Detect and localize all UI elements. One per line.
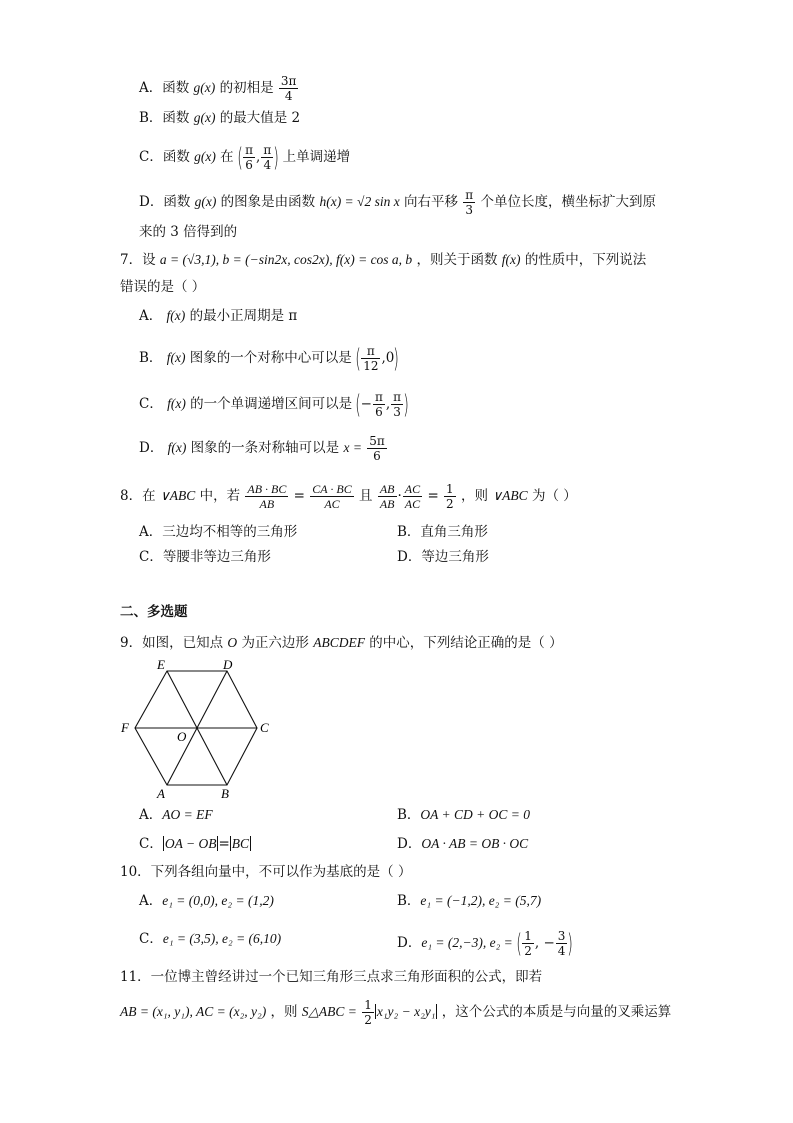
q7-option-d (139, 434, 388, 463)
q10-stem: 10．下列各组向量中，不可以作为基底的是（ ） (120, 864, 412, 880)
q8-option-c: C．等腰非等边三角形 (139, 549, 271, 565)
q8-option-a: A．三边均不相等的三角形 (139, 524, 298, 540)
q7-option-a (139, 306, 297, 326)
math-expr: OA · AB = OB · OC (421, 836, 529, 851)
math-x: x = (343, 440, 362, 455)
q8-option-d: D．等边三角形 (397, 549, 489, 565)
q9-option-a (139, 805, 213, 825)
fraction: $\frac{1}{2}$ (524, 929, 532, 958)
math-f: f(x) (501, 252, 521, 267)
option-label: B． (139, 350, 163, 366)
q8-option-b: B．直角三角形 (397, 524, 488, 540)
option-label: B． (397, 893, 421, 909)
option-label: A． (139, 807, 163, 823)
option-label: C． (139, 396, 163, 412)
fraction: $\frac{CA \cdot BC}{AC}$ (312, 482, 352, 511)
option-text: 图象的一条对称轴可以是 (190, 440, 340, 456)
option-label: D． (139, 440, 164, 456)
fraction: $\frac{AC}{AC}$ (404, 482, 421, 511)
q7-option-b: B． f(x) 图象的一个对称中心可以是 ( $\frac{\pi}{12}$ ,0) (139, 343, 400, 374)
math-expr: e₁ = (−1,2), e₂ = (5,7) (420, 893, 542, 908)
section-title: 二、多选题 (120, 604, 188, 620)
q9-option-b (397, 805, 530, 825)
q6-option-d (139, 188, 656, 217)
math-expr: e₁ = (3,5), e₂ = (6,10) (162, 931, 282, 946)
option-label: D． (397, 935, 422, 951)
option-text: 的图象是由函数 (220, 194, 316, 210)
math-expr: BC (231, 836, 250, 851)
fraction: $\frac{1}{2}$ (364, 998, 372, 1027)
hexagon-diagram (115, 655, 275, 800)
math-triangle: ∨ABC (492, 488, 528, 503)
vertex-label-e: E (157, 657, 165, 672)
option-text: 图象的一个对称中心可以是 (189, 350, 352, 366)
option-text: 在 (220, 149, 234, 165)
option-label: C． (139, 836, 163, 852)
math-f: f(x) (167, 440, 187, 455)
q10-option-a (139, 891, 274, 911)
option-text: 向右平移 (404, 194, 458, 210)
math-vectors: a = (√3,1), b = (−sin2x, cos2x), f(x) = cos a, b (159, 252, 413, 267)
fraction: $\frac{AB}{AB}$ (379, 482, 395, 511)
fraction: $\frac{\pi}{4}$ (263, 143, 272, 172)
fraction: $\frac{\pi}{3}$ (393, 390, 402, 419)
fraction: $\frac{\pi}{6}$ (245, 143, 254, 172)
fraction: $\frac{\pi}{3}$ (465, 188, 474, 217)
q10-option-b (397, 891, 541, 911)
fraction: $\frac{\pi}{12}$ (363, 344, 379, 373)
option-text: 的初相是 (219, 80, 274, 96)
option-label: A．函数 (139, 80, 190, 96)
q9-option-d (397, 834, 528, 854)
fraction: $\frac{3}{4}$ (557, 929, 566, 958)
q11-stem: 11．一位博主曾经讲过一个已知三角形三点求三角形面积的公式，即若 (120, 969, 543, 985)
math-expr: AO = EF (162, 807, 213, 822)
q6-option-a (139, 74, 299, 103)
q7-option-c: C． f(x) 的一个单调递增区间可以是 (− $\frac{\pi}{6}$ , $\frac{\pi}{3}$ ) (139, 389, 409, 420)
fraction: $\frac{5\pi}{6}$ (369, 434, 385, 463)
vertex-label-c: C (260, 720, 269, 735)
q10-option-c (139, 929, 281, 949)
math-g: g(x) (193, 110, 216, 125)
math-g: g(x) (193, 80, 216, 95)
math-f: f(x) (167, 396, 186, 411)
fraction: $\frac{AB \cdot BC}{AB}$ (247, 482, 287, 511)
q11-line2: AB = (x₁, y₁), AC = (x₂, y₂) ，则 S△ABC = $\frac{1}{2}$ x₁y₂ − x₂y₁ ，这个公式的本质是与向量的叉乘运算 (120, 998, 672, 1027)
fraction: $\frac{1}{2}$ (446, 482, 454, 511)
q6-option-c: C．函数 g(x) 在 ( $\frac{\pi}{6}$ , $\frac{\pi}{4}$ ) 上单调递增 (139, 142, 351, 173)
math-g: g(x) (194, 194, 217, 209)
q9-stem: 9．如图，已知点 O 为正六边形 ABCDEF 的中心，下列结论正确的是（ ） (120, 635, 563, 651)
option-text: 上单调递增 (282, 149, 351, 165)
vertex-label-a: A (157, 786, 165, 800)
vertex-label-b: B (221, 786, 229, 800)
option-label: D．函数 (139, 194, 191, 210)
q8-stem: 8．在 ∨ABC 中，若 $\frac{AB \cdot BC}{AB}$ = $\frac{CA \cdot BC}{AC}$ 且 $\frac{AB}{AB}$ · $\frac{AC}{AC}$ = $\frac{1}{2}$ ，则 ∨ABC 为（ ） (120, 482, 577, 511)
q7-stem-line1: 7．设 a = (√3,1), b = (−sin2x, cos2x), f(x) = cos a, b ，则关于函数 f(x) 的性质中，下列说法 (120, 252, 647, 268)
option-label: B．函数 (139, 110, 190, 126)
vertex-label-o: O (177, 729, 187, 744)
q6-option-b (139, 108, 300, 128)
fraction: $\frac{3\pi}{4}$ (280, 74, 297, 103)
q9-option-c: C． OA − OB = BC (139, 836, 250, 852)
math-abs: x₁y₂ − x₂y₁ (376, 1004, 436, 1019)
vertex-label-d: D (223, 657, 233, 672)
math-expr: e₁ = (2,−3), e₂ = (421, 935, 513, 950)
option-text: 的最大值是 2 (219, 110, 301, 126)
q7-stem-line2: 错误的是（ ） (120, 279, 206, 295)
math-expr: OA − OB (164, 836, 217, 851)
math-area: S△ABC = (301, 1004, 357, 1019)
option-text: 的最小正周期是 π (189, 308, 298, 324)
q10-option-d: D．e₁ = (2,−3), e₂ = ( $\frac{1}{2}$ , − $\frac{3}{4}$ ) (397, 928, 574, 959)
option-text: 的一个单调递增区间可以是 (190, 396, 353, 412)
option-label: A． (139, 308, 163, 324)
fraction: $\frac{\pi}{6}$ (374, 390, 383, 419)
option-label: B． (397, 807, 421, 823)
math-expr: e₁ = (0,0), e₂ = (1,2) (162, 893, 274, 908)
option-label: C． (139, 931, 163, 947)
math-triangle: ∨ABC (159, 488, 196, 503)
option-label: A． (139, 893, 163, 909)
q6-option-d-line2: 来的 3 倍得到的 (139, 224, 238, 240)
option-label: D． (397, 836, 422, 852)
math-g: g(x) (194, 149, 216, 164)
vertex-label-f: F (121, 720, 129, 735)
math-expr: OA + CD + OC = 0 (420, 807, 531, 822)
option-label: C．函数 (139, 149, 190, 165)
option-text: 个单位长度，横坐标扩大到原 (480, 194, 656, 210)
math-h: h(x) = √2 sin x (319, 194, 400, 209)
math-f: f(x) (166, 350, 186, 365)
math-f: f(x) (166, 308, 186, 323)
math-expr: AB = (x₁, y₁), AC = (x₂, y₂) (120, 1004, 267, 1019)
